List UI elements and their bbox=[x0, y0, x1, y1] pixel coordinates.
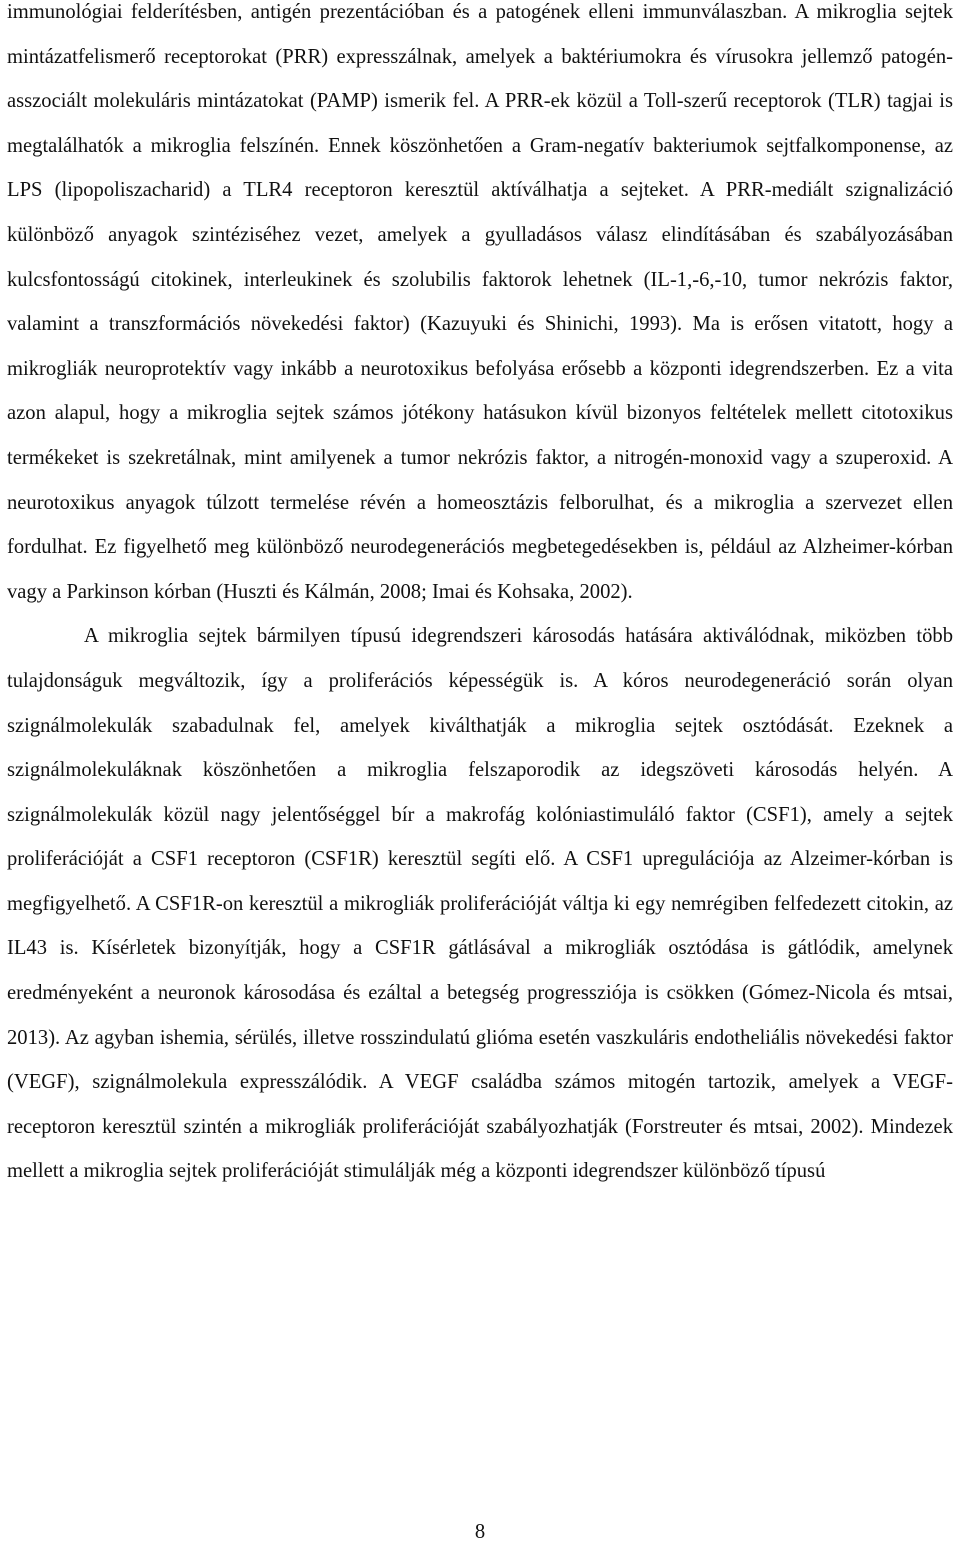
page-number: 8 bbox=[474, 1521, 486, 1543]
body-paragraph-1: immunológiai felderítésben, antigén prezentációban és a patogének elleni immunválaszban. A mikroglia sejtek mintázatfelismerő receptorokat (PRR) expresszálnak, amelyek a baktériumokra és vírusokra jellemző patogén-asszociált molekuláris mintázatokat (PAMP) ismerik fel. A PRR-ek közül a Toll-szerű receptorok (TLR) tagjai is megtalálhatók a mikroglia felszínén. Ennek köszönhetően a Gram-negatív bakteriumok sejtfalkomponense, az LPS (lipopoliszacharid) a TLR4 receptoron keresztül aktíválhatja a sejteket. A PRR-mediált szignalizáció különböző anyagok szintéziséhez vezet, amelyek a gyulladásos válasz elindításában és szabályozásában kulcsfontosságú citokinek, interleukinek és szolubilis faktorok lehetnek (IL-1,-6,-10, tumor nekrózis faktor, valamint a transzformációs növekedési faktor) (Kazuyuki és Shinichi, 1993). Ma is erősen vitatott, hogy a mikrogliák neuroprotektív vagy inkább a neurotoxikus befolyása erősebb a központi idegrendszerben. Ez a vita azon alapul, hogy a mikroglia sejtek számos jótékony hatásukon kívül bizonyos feltételek mellett citotoxikus termékeket is szekretálnak, mint amilyenek a tumor nekrózis faktor, a nitrogén-monoxid vagy a szuperoxid. A neurotoxikus anyagok túlzott termelése révén a homeosztázis felborulhat, és a mikroglia a szervezet ellen fordulhat. Ez figyelhető meg különböző neurodegenerációs megbetegedésekben is, például az Alzheimer-kórban vagy a Parkinson kórban (Huszti és Kálmán, 2008; Imai és Kohsaka, 2002). bbox=[7, 1, 953, 603]
body-paragraph-2: A mikroglia sejtek bármilyen típusú idegrendszeri károsodás hatására aktiválódnak, miközben több tulajdonságuk megváltozik, így a proliferációs képességük is. A kóros neurodegeneráció során olyan szignálmolekulák szabadulnak fel, amelyek kiválthatják a mikroglia sejtek osztódását. Ezeknek a szignálmolekuláknak köszönhetően a mikroglia felszaporodik az idegszöveti károsodás helyén. A szignálmolekulák közül nagy jelentőséggel bír a makrofág kolóniastimuláló faktor (CSF1), amely a sejtek proliferációját a CSF1 receptoron (CSF1R) keresztül segíti elő. A CSF1 upregulációja az Alzeimer-kórban is megfigyelhető. A CSF1R-on keresztül a mikrogliák proliferációját váltja ki egy nemrégiben felfedezett citokin, az IL43 is. Kísérletek bizonyítják, hogy a CSF1R gátlásával a mikrogliák osztódása is gátlódik, amelynek eredményeként a neuronok károsodása és ezáltal a betegség progressziója is csökken (Gómez-Nicola és mtsai, 2013). Az agyban ishemia, sérülés, illetve rosszindulatú glióma esetén vaszkuláris endotheliális növekedési faktor (VEGF), szignálmolekula expresszálódik. A VEGF családba számos mitogén tartozik, amelyek a VEGF-receptoron keresztül szintén a mikrogliák proliferációját szabályozhatják (Forstreuter és mtsai, 2002). Mindezek mellett a mikroglia sejtek proliferációját stimulálják még a központi idegrendszer különböző típusú bbox=[7, 625, 953, 1183]
